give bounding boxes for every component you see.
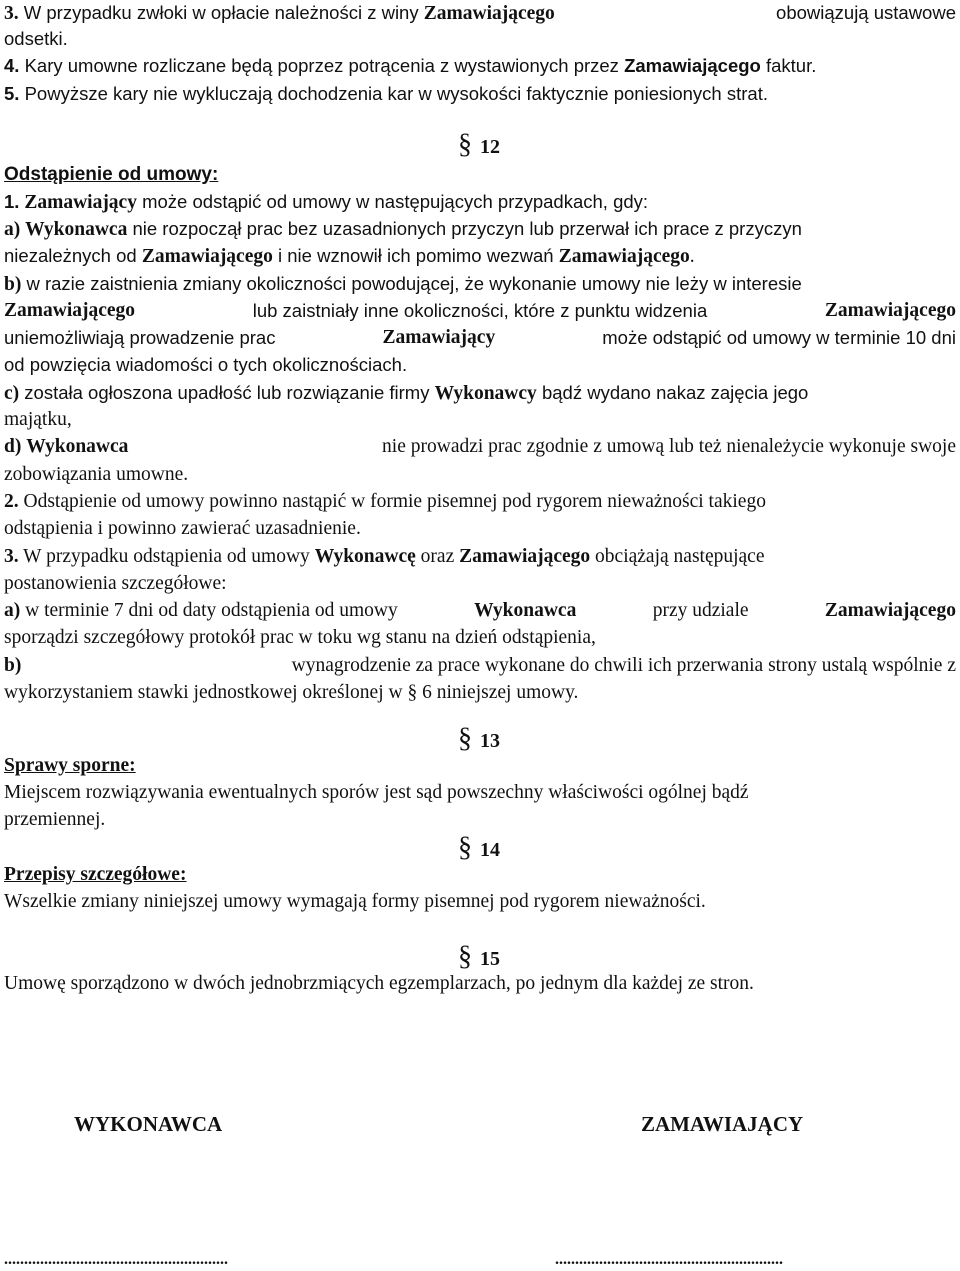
line: [4, 188, 648, 216]
text: uniemożliwiają prowadzenie prac: [4, 327, 276, 348]
text: może odstąpić od umowy w terminie 10 dni: [602, 327, 956, 348]
text: zobowiązania umowne.: [4, 464, 189, 485]
line: [4, 25, 68, 52]
line: [4, 242, 695, 270]
heading-detailed-provisions: Przepisy szczegółowe:: [4, 864, 187, 885]
text: została ogłoszona upadłość lub rozwiązanie firmy: [19, 382, 435, 403]
text: bądź wydano nakaz zajęcia jego: [536, 382, 809, 403]
item-letter: d): [4, 436, 22, 457]
text: nie prowadzi prac zgodnie z umową lub też nienależycie wykonuje swoje: [382, 436, 956, 457]
signature-line-contractor: ........................................................: [4, 1251, 228, 1268]
item-letter: b): [4, 274, 22, 295]
text: Miejscem rozwiązywania ewentualnych sporów jest sąd powszechny właściwości ogólnej bądź: [4, 782, 749, 803]
line: [4, 324, 956, 351]
heading-disputes: Sprawy sporne:: [4, 755, 136, 776]
text: może odstąpić od umowy w następujących przypadkach, gdy:: [136, 191, 649, 212]
text: sporządzi szczegółowy protokół prac w toku wg stanu na dzień odstąpienia,: [4, 627, 596, 648]
line: [4, 779, 749, 806]
signature-label-contractor: WYKONAWCA: [74, 1112, 223, 1136]
text: wykorzystaniem stawki jednostkowej określonej w § 6 niniejszej umowy.: [4, 682, 579, 703]
text: niezależnych od: [4, 245, 142, 266]
line: [4, 624, 596, 651]
line-item-5: [4, 80, 768, 107]
section-14-marker: [458, 833, 500, 866]
text: i nie wznowił ich pomimo wezwań: [272, 245, 559, 266]
text: W przypadku zwłoki w opłacie należności z winy: [18, 2, 424, 23]
text: w razie zaistnienia zmiany okoliczności powodującej, że wykonanie umowy nie leży w interesie: [21, 273, 802, 294]
text: w terminie 7 dni od daty odstąpienia od umowy: [20, 600, 398, 621]
line: [4, 297, 956, 324]
item-number: 5.: [4, 83, 20, 104]
signature-line-ordering-party: .........................................................: [555, 1251, 783, 1268]
text: nie rozpoczął prac bez uzasadnionych przyczyn lub przerwał ich prace z przyczyn: [127, 218, 802, 239]
section-sign: §: [458, 723, 472, 754]
item-number: 4.: [4, 55, 20, 76]
item-number: 3.: [4, 546, 19, 567]
line: [4, 461, 188, 488]
item-letter: c): [4, 383, 20, 404]
party-name: Zamawiającego: [4, 300, 136, 321]
section-number: 13: [480, 730, 500, 752]
line: [4, 597, 956, 624]
item-letter: a): [4, 219, 21, 240]
line: [4, 679, 578, 706]
line: [4, 543, 764, 570]
party-name: Zamawiającego: [824, 300, 956, 321]
text: Kary umowne rozliczane będą poprzez potrącenia z wystawionych przez: [19, 55, 625, 76]
signature-label-ordering-party: ZAMAWIAJĄCY: [641, 1112, 804, 1136]
item-number: 1.: [4, 191, 20, 212]
party-name: Zamawiającego: [624, 55, 761, 76]
party-name: Zamawiającego: [423, 3, 555, 24]
text: odstąpienia i powinno zawierać uzasadnienie.: [4, 518, 361, 539]
section-number: 14: [480, 839, 500, 861]
section-sign: §: [458, 832, 472, 863]
line: [4, 970, 754, 997]
line: [4, 215, 802, 243]
line: [4, 888, 706, 915]
line: [4, 406, 72, 433]
text: wynagrodzenie za prace wykonane do chwili ich przerwania strony ustalą wspólnie z: [291, 655, 956, 676]
section-12-marker: [458, 130, 500, 163]
section-sign: §: [458, 129, 472, 160]
heading-withdrawal: Odstąpienie od umowy:: [4, 164, 219, 185]
party-name: Wykonawca: [26, 436, 129, 457]
party-name: Zamawiającego: [824, 600, 956, 621]
party-name: Wykonawcę: [314, 546, 416, 567]
line: [4, 570, 227, 597]
item-letter: a): [4, 600, 21, 621]
item-number: 3.: [4, 3, 19, 24]
section-number: 15: [480, 948, 500, 970]
party-name: Wykonawca: [25, 219, 128, 240]
line: [4, 270, 802, 298]
text: W przypadku odstąpienia od umowy: [18, 546, 315, 567]
line: [4, 379, 808, 407]
text: Wszelkie zmiany niniejszej umowy wymagają formy pisemnej pod rygorem nieważności.: [4, 891, 706, 912]
text: Powyższe kary nie wykluczają dochodzenia kar w wysokości faktycznie poniesionych strat.: [19, 83, 768, 104]
party-name: Wykonawca: [474, 600, 577, 621]
text: lub zaistniały inne okoliczności, które z punktu widzenia: [252, 300, 708, 321]
section-number: 12: [480, 136, 500, 158]
party-name: Zamawiającego: [558, 246, 690, 267]
party-name: Zamawiający: [382, 327, 496, 348]
line: [4, 351, 407, 378]
text: faktur.: [760, 55, 817, 76]
text: oraz: [415, 546, 460, 567]
text: od powzięcia wiadomości o tych okolicznościach.: [4, 354, 408, 375]
line: [4, 433, 956, 460]
text: Umowę sporządzono w dwóch jednobrzmiących egzemplarzach, po jednym dla każdej ze stron.: [4, 973, 754, 994]
text: .: [689, 246, 695, 267]
text: postanowienia szczegółowe:: [4, 573, 227, 594]
text: obowiązują ustawowe: [776, 2, 956, 23]
text: Odstąpienie od umowy powinno nastąpić w formie pisemnej pod rygorem nieważności takiego: [18, 491, 766, 512]
section-sign: §: [458, 941, 472, 972]
text: obciążają następujące: [590, 546, 765, 567]
party-name: Zamawiający: [24, 192, 137, 213]
item-number: 2.: [4, 491, 19, 512]
line: [4, 515, 361, 542]
line: [4, 806, 105, 833]
party-name: Zamawiającego: [141, 246, 273, 267]
section-13-marker: [458, 724, 500, 757]
item-letter: b): [4, 655, 22, 676]
line-item-3: [4, 0, 956, 27]
text: odsetki.: [4, 28, 68, 49]
line: [4, 652, 956, 679]
party-name: Wykonawcy: [434, 383, 537, 404]
line: [4, 488, 766, 515]
text: przemiennej.: [4, 809, 106, 830]
text: majątku,: [4, 409, 72, 430]
line-item-4: [4, 52, 816, 79]
party-name: Zamawiającego: [459, 546, 591, 567]
text: przy udziale: [652, 600, 749, 621]
